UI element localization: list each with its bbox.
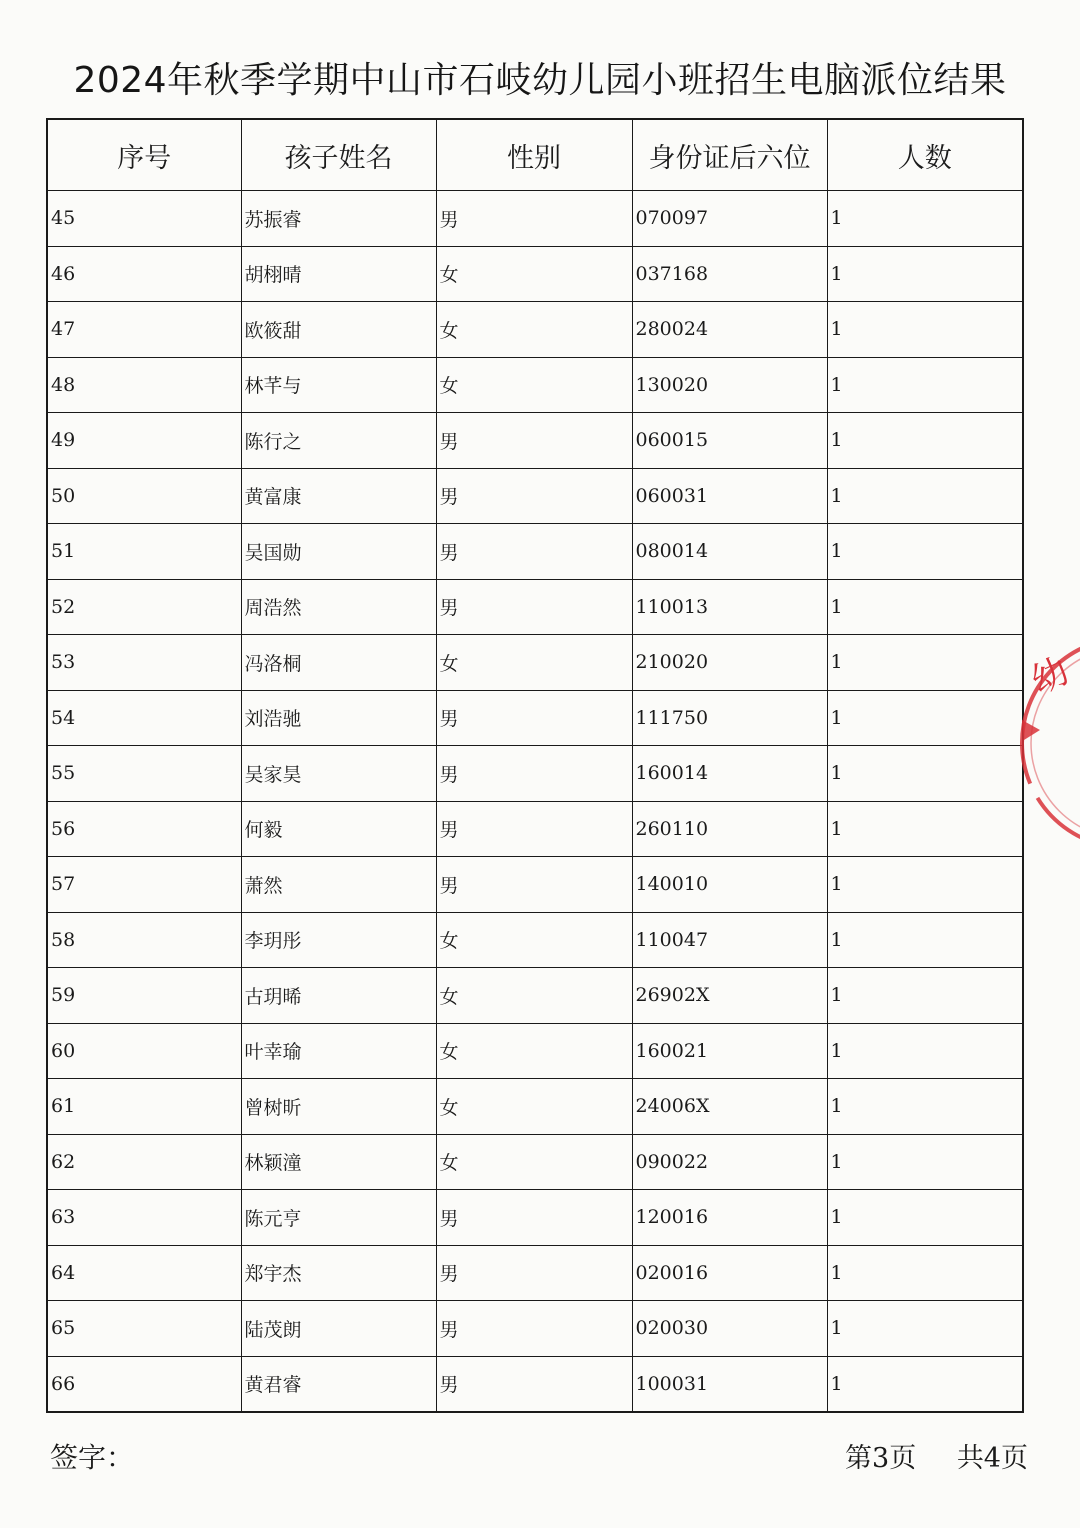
cell-count: 1 bbox=[827, 413, 1023, 469]
cell-index: 50 bbox=[47, 468, 241, 524]
cell-gender: 女 bbox=[436, 635, 632, 691]
table-row bbox=[47, 1134, 1023, 1190]
cell-child-name: 吴国勋 bbox=[241, 524, 436, 580]
cell-id-last-six: 130020 bbox=[632, 357, 827, 413]
cell-index: 55 bbox=[47, 746, 241, 802]
cell-index: 64 bbox=[47, 1245, 241, 1301]
cell-index: 49 bbox=[47, 413, 241, 469]
cell-count: 1 bbox=[827, 801, 1023, 857]
cell-child-name: 萧然 bbox=[241, 857, 436, 913]
cell-child-name: 黄君睿 bbox=[241, 1356, 436, 1412]
table-row bbox=[47, 968, 1023, 1024]
cell-id-last-six: 080014 bbox=[632, 524, 827, 580]
cell-child-name: 曾树昕 bbox=[241, 1079, 436, 1135]
cell-count: 1 bbox=[827, 968, 1023, 1024]
header-count: 人数 bbox=[827, 119, 1023, 191]
table-row bbox=[47, 246, 1023, 302]
table-row bbox=[47, 912, 1023, 968]
cell-count: 1 bbox=[827, 1079, 1023, 1135]
cell-index: 54 bbox=[47, 690, 241, 746]
cell-count: 1 bbox=[827, 191, 1023, 247]
cell-index: 53 bbox=[47, 635, 241, 691]
cell-count: 1 bbox=[827, 746, 1023, 802]
cell-child-name: 欧筱甜 bbox=[241, 302, 436, 358]
cell-child-name: 李玥彤 bbox=[241, 912, 436, 968]
table-row bbox=[47, 857, 1023, 913]
table-row bbox=[47, 1245, 1023, 1301]
page-current: 第3页 bbox=[845, 1443, 917, 1474]
cell-child-name: 吴家昊 bbox=[241, 746, 436, 802]
cell-gender: 男 bbox=[436, 1356, 632, 1412]
cell-count: 1 bbox=[827, 635, 1023, 691]
cell-count: 1 bbox=[827, 1301, 1023, 1357]
table-row bbox=[47, 1190, 1023, 1246]
cell-id-last-six: 037168 bbox=[632, 246, 827, 302]
cell-gender: 男 bbox=[436, 413, 632, 469]
cell-index: 62 bbox=[47, 1134, 241, 1190]
cell-child-name: 陆茂朗 bbox=[241, 1301, 436, 1357]
cell-index: 60 bbox=[47, 1023, 241, 1079]
cell-child-name: 林芊与 bbox=[241, 357, 436, 413]
table-row bbox=[47, 746, 1023, 802]
table-row bbox=[47, 302, 1023, 358]
cell-gender: 女 bbox=[436, 912, 632, 968]
cell-gender: 男 bbox=[436, 746, 632, 802]
cell-index: 56 bbox=[47, 801, 241, 857]
official-seal-stamp bbox=[1012, 628, 1080, 858]
cell-gender: 男 bbox=[436, 801, 632, 857]
cell-gender: 女 bbox=[436, 968, 632, 1024]
cell-count: 1 bbox=[827, 1134, 1023, 1190]
cell-child-name: 黄富康 bbox=[241, 468, 436, 524]
cell-gender: 女 bbox=[436, 302, 632, 358]
table-row bbox=[47, 524, 1023, 580]
table-row bbox=[47, 801, 1023, 857]
cell-count: 1 bbox=[827, 857, 1023, 913]
cell-id-last-six: 060031 bbox=[632, 468, 827, 524]
cell-count: 1 bbox=[827, 468, 1023, 524]
header-child-name: 孩子姓名 bbox=[241, 119, 436, 191]
cell-index: 48 bbox=[47, 357, 241, 413]
cell-count: 1 bbox=[827, 1190, 1023, 1246]
cell-id-last-six: 280024 bbox=[632, 302, 827, 358]
cell-id-last-six: 24006X bbox=[632, 1079, 827, 1135]
header-gender: 性别 bbox=[436, 119, 632, 191]
cell-index: 59 bbox=[47, 968, 241, 1024]
cell-gender: 男 bbox=[436, 1190, 632, 1246]
cell-gender: 女 bbox=[436, 246, 632, 302]
table-row bbox=[47, 1023, 1023, 1079]
table-row bbox=[47, 191, 1023, 247]
cell-id-last-six: 070097 bbox=[632, 191, 827, 247]
cell-index: 47 bbox=[47, 302, 241, 358]
table-row bbox=[47, 635, 1023, 691]
cell-id-last-six: 110013 bbox=[632, 579, 827, 635]
cell-id-last-six: 120016 bbox=[632, 1190, 827, 1246]
cell-child-name: 冯洛桐 bbox=[241, 635, 436, 691]
cell-child-name: 陈行之 bbox=[241, 413, 436, 469]
cell-id-last-six: 020030 bbox=[632, 1301, 827, 1357]
cell-child-name: 郑宇杰 bbox=[241, 1245, 436, 1301]
cell-index: 66 bbox=[47, 1356, 241, 1412]
table-header-row bbox=[47, 119, 1023, 191]
cell-count: 1 bbox=[827, 1356, 1023, 1412]
cell-gender: 男 bbox=[436, 468, 632, 524]
cell-count: 1 bbox=[827, 246, 1023, 302]
table-row bbox=[47, 357, 1023, 413]
document-title: 2024年秋季学期中山市石岐幼儿园小班招生电脑派位结果 bbox=[73, 60, 1007, 101]
cell-child-name: 胡栩晴 bbox=[241, 246, 436, 302]
signature-label: 签字： bbox=[50, 1441, 135, 1474]
cell-id-last-six: 140010 bbox=[632, 857, 827, 913]
cell-id-last-six: 210020 bbox=[632, 635, 827, 691]
cell-index: 57 bbox=[47, 857, 241, 913]
table-row bbox=[47, 690, 1023, 746]
cell-count: 1 bbox=[827, 1245, 1023, 1301]
cell-child-name: 古玥晞 bbox=[241, 968, 436, 1024]
cell-id-last-six: 111750 bbox=[632, 690, 827, 746]
cell-index: 51 bbox=[47, 524, 241, 580]
cell-index: 63 bbox=[47, 1190, 241, 1246]
cell-child-name: 林颖潼 bbox=[241, 1134, 436, 1190]
cell-id-last-six: 160021 bbox=[632, 1023, 827, 1079]
cell-id-last-six: 26902X bbox=[632, 968, 827, 1024]
cell-gender: 男 bbox=[436, 579, 632, 635]
cell-id-last-six: 260110 bbox=[632, 801, 827, 857]
cell-count: 1 bbox=[827, 579, 1023, 635]
cell-gender: 男 bbox=[436, 1301, 632, 1357]
cell-gender: 女 bbox=[436, 357, 632, 413]
page-total: 共4页 bbox=[956, 1443, 1028, 1474]
cell-count: 1 bbox=[827, 1023, 1023, 1079]
cell-child-name: 刘浩驰 bbox=[241, 690, 436, 746]
cell-child-name: 何毅 bbox=[241, 801, 436, 857]
cell-index: 45 bbox=[47, 191, 241, 247]
cell-index: 58 bbox=[47, 912, 241, 968]
page-indicator bbox=[845, 1436, 1028, 1475]
table-row bbox=[47, 468, 1023, 524]
cell-child-name: 陈元亨 bbox=[241, 1190, 436, 1246]
cell-id-last-six: 160014 bbox=[632, 746, 827, 802]
header-index: 序号 bbox=[47, 119, 241, 191]
cell-gender: 男 bbox=[436, 857, 632, 913]
cell-gender: 男 bbox=[436, 690, 632, 746]
cell-gender: 男 bbox=[436, 1245, 632, 1301]
cell-index: 52 bbox=[47, 579, 241, 635]
cell-count: 1 bbox=[827, 912, 1023, 968]
cell-id-last-six: 060015 bbox=[632, 413, 827, 469]
cell-count: 1 bbox=[827, 357, 1023, 413]
cell-id-last-six: 020016 bbox=[632, 1245, 827, 1301]
seal-character: 幼 bbox=[1025, 650, 1076, 703]
table-row bbox=[47, 1079, 1023, 1135]
cell-index: 65 bbox=[47, 1301, 241, 1357]
table-body bbox=[47, 191, 1023, 1413]
cell-gender: 女 bbox=[436, 1079, 632, 1135]
cell-count: 1 bbox=[827, 690, 1023, 746]
cell-child-name: 苏振睿 bbox=[241, 191, 436, 247]
results-table bbox=[46, 118, 1024, 1413]
cell-child-name: 叶幸瑜 bbox=[241, 1023, 436, 1079]
table-row bbox=[47, 413, 1023, 469]
cell-gender: 女 bbox=[436, 1023, 632, 1079]
cell-id-last-six: 100031 bbox=[632, 1356, 827, 1412]
header-id-last-six: 身份证后六位 bbox=[632, 119, 827, 191]
cell-gender: 女 bbox=[436, 1134, 632, 1190]
cell-id-last-six: 110047 bbox=[632, 912, 827, 968]
table-row bbox=[47, 1356, 1023, 1412]
cell-id-last-six: 090022 bbox=[632, 1134, 827, 1190]
cell-gender: 男 bbox=[436, 191, 632, 247]
cell-index: 46 bbox=[47, 246, 241, 302]
cell-count: 1 bbox=[827, 524, 1023, 580]
cell-child-name: 周浩然 bbox=[241, 579, 436, 635]
table-row bbox=[47, 579, 1023, 635]
cell-gender: 男 bbox=[436, 524, 632, 580]
cell-count: 1 bbox=[827, 302, 1023, 358]
cell-index: 61 bbox=[47, 1079, 241, 1135]
table-row bbox=[47, 1301, 1023, 1357]
